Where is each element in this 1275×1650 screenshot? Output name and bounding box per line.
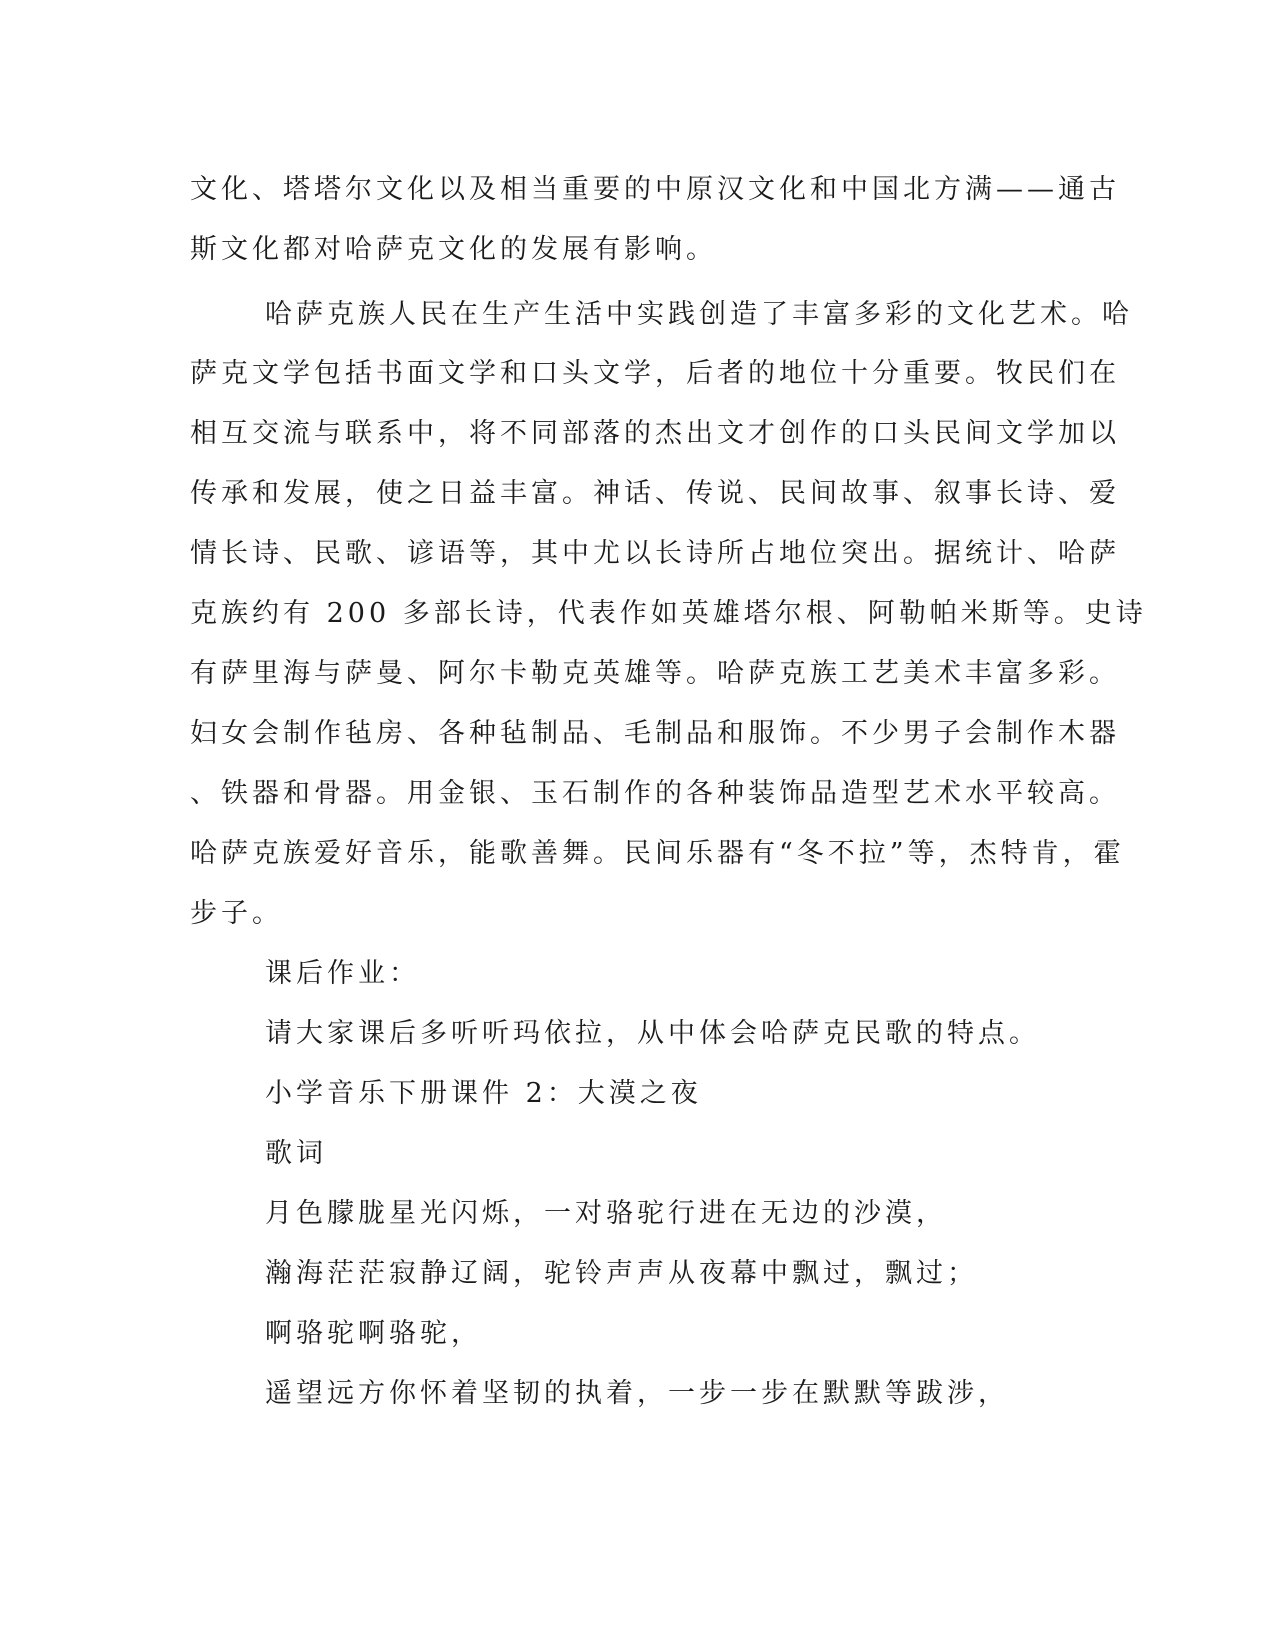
lyrics-line: 遥望远方你怀着坚韧的执着，一步一步在默默等跋涉， bbox=[265, 1378, 1009, 1409]
lyrics-heading: 歌词 bbox=[265, 1138, 327, 1169]
paragraph-line: 有萨里海与萨曼、阿尔卡勒克英雄等。哈萨克族工艺美术丰富多彩。 bbox=[190, 658, 1120, 689]
lyrics-line: 瀚海茫茫寂静辽阔，驼铃声声从夜幕中飘过，飘过； bbox=[265, 1258, 978, 1289]
paragraph-line: 文化、塔塔尔文化以及相当重要的中原汉文化和中国北方满——通古 bbox=[190, 174, 1120, 205]
lyrics-line: 月色朦胧星光闪烁，一对骆驼行进在无边的沙漠， bbox=[265, 1198, 947, 1229]
paragraph-line: 、铁器和骨器。用金银、玉石制作的各种装饰品造型艺术水平较高。 bbox=[190, 778, 1120, 809]
section-title: 小学音乐下册课件 2：大漠之夜 bbox=[265, 1078, 702, 1109]
homework-heading: 课后作业： bbox=[265, 958, 420, 989]
paragraph-line: 步子。 bbox=[190, 898, 283, 929]
paragraph-line: 妇女会制作毡房、各种毡制品、毛制品和服饰。不少男子会制作木器 bbox=[190, 718, 1120, 749]
paragraph-line: 相互交流与联系中，将不同部落的杰出文才创作的口头民间文学加以 bbox=[190, 418, 1120, 449]
paragraph-line: 斯文化都对哈萨克文化的发展有影响。 bbox=[190, 234, 717, 265]
paragraph-line: 哈萨克族人民在生产生活中实践创造了丰富多彩的文化艺术。哈 bbox=[265, 299, 1133, 330]
paragraph-line: 克族约有 200 多部长诗，代表作如英雄塔尔根、阿勒帕米斯等。史诗 bbox=[190, 598, 1147, 629]
homework-text: 请大家课后多听听玛依拉，从中体会哈萨克民歌的特点。 bbox=[265, 1018, 1040, 1049]
paragraph-line: 传承和发展，使之日益丰富。神话、传说、民间故事、叙事长诗、爱 bbox=[190, 478, 1120, 509]
paragraph-line: 萨克文学包括书面文学和口头文学，后者的地位十分重要。牧民们在 bbox=[190, 358, 1120, 389]
lyrics-line: 啊骆驼啊骆驼， bbox=[265, 1318, 482, 1349]
paragraph-line: 情长诗、民歌、谚语等，其中尤以长诗所占地位突出。据统计、哈萨 bbox=[190, 538, 1120, 569]
paragraph-line: 哈萨克族爱好音乐，能歌善舞。民间乐器有“冬不拉”等，杰特肯，霍 bbox=[190, 838, 1125, 869]
